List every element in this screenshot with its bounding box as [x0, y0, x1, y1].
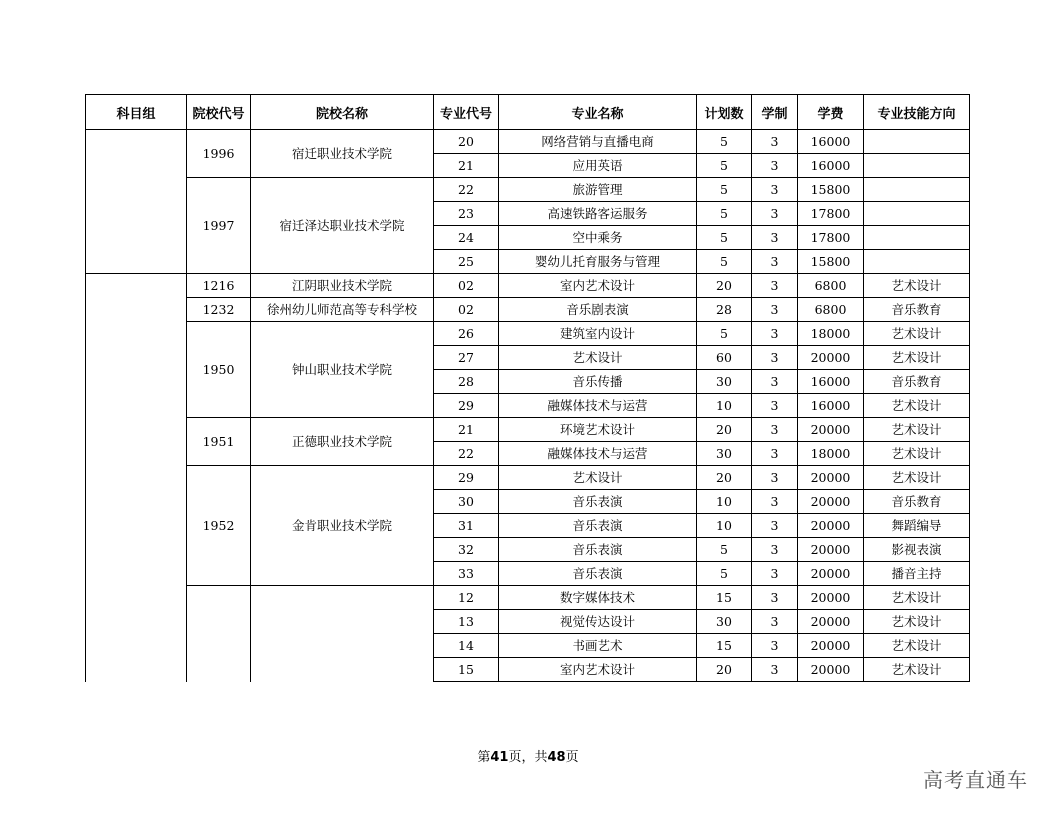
years-cell: 3 — [752, 490, 798, 514]
tuition-cell: 16000 — [798, 394, 864, 418]
table-row — [86, 322, 970, 346]
page-mid: 页，共 — [508, 750, 548, 765]
major-name-cell: 室内艺术设计 — [499, 274, 697, 298]
major-code-cell: 15 — [434, 658, 499, 682]
plan-count-cell: 10 — [697, 514, 752, 538]
major-code-cell: 22 — [434, 442, 499, 466]
years-cell: 3 — [752, 466, 798, 490]
plan-count-cell: 60 — [697, 346, 752, 370]
skill-direction-cell: 艺术设计 — [864, 658, 970, 682]
major-code-cell: 21 — [434, 418, 499, 442]
school-name-cell: 宿迁职业技术学院 — [251, 130, 434, 178]
skill-direction-cell: 艺术设计 — [864, 634, 970, 658]
major-code-cell: 32 — [434, 538, 499, 562]
major-name-cell: 书画艺术 — [499, 634, 697, 658]
school-name-cell — [251, 586, 434, 682]
school-name-cell: 钟山职业技术学院 — [251, 322, 434, 418]
plan-count-cell: 15 — [697, 586, 752, 610]
tuition-cell: 20000 — [798, 658, 864, 682]
header-school-code: 院校代号 — [187, 95, 251, 130]
major-name-cell: 音乐传播 — [499, 370, 697, 394]
plan-count-cell: 10 — [697, 394, 752, 418]
school-name-cell: 徐州幼儿师范高等专科学校 — [251, 298, 434, 322]
major-code-cell: 26 — [434, 322, 499, 346]
table-row — [86, 130, 970, 154]
major-name-cell: 艺术设计 — [499, 346, 697, 370]
major-code-cell: 29 — [434, 466, 499, 490]
major-name-cell: 室内艺术设计 — [499, 658, 697, 682]
tuition-cell: 17800 — [798, 226, 864, 250]
years-cell: 3 — [752, 178, 798, 202]
school-code-cell: 1232 — [187, 298, 251, 322]
total-pages: 48 — [547, 750, 566, 765]
tuition-cell: 20000 — [798, 610, 864, 634]
skill-direction-cell: 艺术设计 — [864, 610, 970, 634]
major-name-cell: 环境艺术设计 — [499, 418, 697, 442]
plan-count-cell: 10 — [697, 490, 752, 514]
plan-count-cell: 20 — [697, 274, 752, 298]
subject-group-cell — [86, 130, 187, 274]
school-code-cell: 1996 — [187, 130, 251, 178]
skill-direction-cell — [864, 130, 970, 154]
plan-count-cell: 30 — [697, 370, 752, 394]
header-school-name: 院校名称 — [251, 95, 434, 130]
school-code-cell — [187, 586, 251, 682]
major-name-cell: 网络营销与直播电商 — [499, 130, 697, 154]
plan-count-cell: 5 — [697, 130, 752, 154]
skill-direction-cell: 音乐教育 — [864, 298, 970, 322]
school-code-cell: 1952 — [187, 466, 251, 586]
tuition-cell: 16000 — [798, 130, 864, 154]
plan-count-cell: 20 — [697, 418, 752, 442]
major-code-cell: 02 — [434, 298, 499, 322]
major-code-cell: 20 — [434, 130, 499, 154]
school-code-cell: 1950 — [187, 322, 251, 418]
tuition-cell: 20000 — [798, 538, 864, 562]
years-cell: 3 — [752, 658, 798, 682]
skill-direction-cell: 艺术设计 — [864, 346, 970, 370]
skill-direction-cell — [864, 154, 970, 178]
years-cell: 3 — [752, 226, 798, 250]
skill-direction-cell: 艺术设计 — [864, 274, 970, 298]
tuition-cell: 20000 — [798, 562, 864, 586]
major-name-cell: 高速铁路客运服务 — [499, 202, 697, 226]
skill-direction-cell: 艺术设计 — [864, 322, 970, 346]
table-row — [86, 466, 970, 490]
current-page: 41 — [490, 750, 509, 765]
years-cell: 3 — [752, 274, 798, 298]
years-cell: 3 — [752, 418, 798, 442]
major-name-cell: 融媒体技术与运营 — [499, 442, 697, 466]
major-code-cell: 22 — [434, 178, 499, 202]
header-plan-count: 计划数 — [697, 95, 752, 130]
table-row — [86, 274, 970, 298]
plan-count-cell: 5 — [697, 154, 752, 178]
school-code-cell: 1216 — [187, 274, 251, 298]
header-years: 学制 — [752, 95, 798, 130]
header-tuition: 学费 — [798, 95, 864, 130]
header-subject-group: 科目组 — [86, 95, 187, 130]
tuition-cell: 20000 — [798, 586, 864, 610]
header-row — [86, 95, 970, 130]
plan-count-cell: 30 — [697, 610, 752, 634]
major-code-cell: 28 — [434, 370, 499, 394]
major-code-cell: 24 — [434, 226, 499, 250]
major-code-cell: 30 — [434, 490, 499, 514]
plan-count-cell: 5 — [697, 322, 752, 346]
plan-count-cell: 28 — [697, 298, 752, 322]
school-name-cell: 金肯职业技术学院 — [251, 466, 434, 586]
skill-direction-cell: 舞蹈编导 — [864, 514, 970, 538]
major-code-cell: 27 — [434, 346, 499, 370]
years-cell: 3 — [752, 370, 798, 394]
plan-count-cell: 5 — [697, 562, 752, 586]
major-name-cell: 婴幼儿托育服务与管理 — [499, 250, 697, 274]
years-cell: 3 — [752, 634, 798, 658]
years-cell: 3 — [752, 394, 798, 418]
major-name-cell: 融媒体技术与运营 — [499, 394, 697, 418]
major-code-cell: 02 — [434, 274, 499, 298]
subject-group-cell — [86, 274, 187, 682]
major-code-cell: 21 — [434, 154, 499, 178]
school-name-cell: 江阴职业技术学院 — [251, 274, 434, 298]
tuition-cell: 20000 — [798, 634, 864, 658]
page-prefix: 第 — [477, 750, 491, 765]
school-name-cell: 宿迁泽达职业技术学院 — [251, 178, 434, 274]
major-name-cell: 视觉传达设计 — [499, 610, 697, 634]
school-name-cell: 正德职业技术学院 — [251, 418, 434, 466]
major-code-cell: 25 — [434, 250, 499, 274]
tuition-cell: 18000 — [798, 442, 864, 466]
years-cell: 3 — [752, 562, 798, 586]
skill-direction-cell — [864, 226, 970, 250]
major-name-cell: 音乐表演 — [499, 514, 697, 538]
years-cell: 3 — [752, 586, 798, 610]
skill-direction-cell: 艺术设计 — [864, 586, 970, 610]
plan-count-cell: 15 — [697, 634, 752, 658]
major-name-cell: 音乐表演 — [499, 490, 697, 514]
major-code-cell: 33 — [434, 562, 499, 586]
years-cell: 3 — [752, 322, 798, 346]
header-major-name: 专业名称 — [499, 95, 697, 130]
skill-direction-cell — [864, 250, 970, 274]
tuition-cell: 6800 — [798, 298, 864, 322]
major-name-cell: 空中乘务 — [499, 226, 697, 250]
years-cell: 3 — [752, 346, 798, 370]
tuition-cell: 16000 — [798, 154, 864, 178]
years-cell: 3 — [752, 610, 798, 634]
major-code-cell: 31 — [434, 514, 499, 538]
major-name-cell: 应用英语 — [499, 154, 697, 178]
skill-direction-cell: 影视表演 — [864, 538, 970, 562]
page-number — [0, 746, 1056, 765]
years-cell: 3 — [752, 202, 798, 226]
major-code-cell: 14 — [434, 634, 499, 658]
school-code-cell: 1997 — [187, 178, 251, 274]
plan-count-cell: 30 — [697, 442, 752, 466]
major-code-cell: 12 — [434, 586, 499, 610]
tuition-cell: 20000 — [798, 346, 864, 370]
years-cell: 3 — [752, 154, 798, 178]
plan-count-cell: 20 — [697, 466, 752, 490]
years-cell: 3 — [752, 538, 798, 562]
years-cell: 3 — [752, 250, 798, 274]
plan-count-cell: 5 — [697, 250, 752, 274]
header-major-code: 专业代号 — [434, 95, 499, 130]
tuition-cell: 20000 — [798, 466, 864, 490]
tuition-cell: 16000 — [798, 370, 864, 394]
skill-direction-cell: 艺术设计 — [864, 466, 970, 490]
major-name-cell: 音乐剧表演 — [499, 298, 697, 322]
tuition-cell: 20000 — [798, 490, 864, 514]
tuition-cell: 6800 — [798, 274, 864, 298]
skill-direction-cell — [864, 202, 970, 226]
school-code-cell: 1951 — [187, 418, 251, 466]
skill-direction-cell: 艺术设计 — [864, 394, 970, 418]
plan-count-cell: 5 — [697, 202, 752, 226]
years-cell: 3 — [752, 130, 798, 154]
table-row — [86, 586, 970, 610]
table-row — [86, 418, 970, 442]
plan-count-cell: 20 — [697, 658, 752, 682]
tuition-cell: 20000 — [798, 514, 864, 538]
major-name-cell: 建筑室内设计 — [499, 322, 697, 346]
skill-direction-cell: 播音主持 — [864, 562, 970, 586]
tuition-cell: 17800 — [798, 202, 864, 226]
table-row — [86, 298, 970, 322]
years-cell: 3 — [752, 442, 798, 466]
table-body — [86, 130, 970, 682]
skill-direction-cell: 音乐教育 — [864, 370, 970, 394]
skill-direction-cell: 艺术设计 — [864, 418, 970, 442]
major-name-cell: 音乐表演 — [499, 562, 697, 586]
major-name-cell: 旅游管理 — [499, 178, 697, 202]
plan-count-cell: 5 — [697, 178, 752, 202]
admission-plan-table — [85, 94, 970, 682]
years-cell: 3 — [752, 514, 798, 538]
skill-direction-cell: 艺术设计 — [864, 442, 970, 466]
years-cell: 3 — [752, 298, 798, 322]
tuition-cell: 18000 — [798, 322, 864, 346]
major-code-cell: 23 — [434, 202, 499, 226]
tuition-cell: 15800 — [798, 250, 864, 274]
major-code-cell: 13 — [434, 610, 499, 634]
major-name-cell: 数字媒体技术 — [499, 586, 697, 610]
major-code-cell: 29 — [434, 394, 499, 418]
skill-direction-cell: 音乐教育 — [864, 490, 970, 514]
plan-count-cell: 5 — [697, 538, 752, 562]
page-suffix: 页 — [565, 750, 579, 765]
major-name-cell: 音乐表演 — [499, 538, 697, 562]
major-name-cell: 艺术设计 — [499, 466, 697, 490]
header-skill-direction: 专业技能方向 — [864, 95, 970, 130]
table-row — [86, 178, 970, 202]
tuition-cell: 20000 — [798, 418, 864, 442]
watermark: 高考直通车 — [923, 768, 1028, 792]
plan-count-cell: 5 — [697, 226, 752, 250]
skill-direction-cell — [864, 178, 970, 202]
tuition-cell: 15800 — [798, 178, 864, 202]
